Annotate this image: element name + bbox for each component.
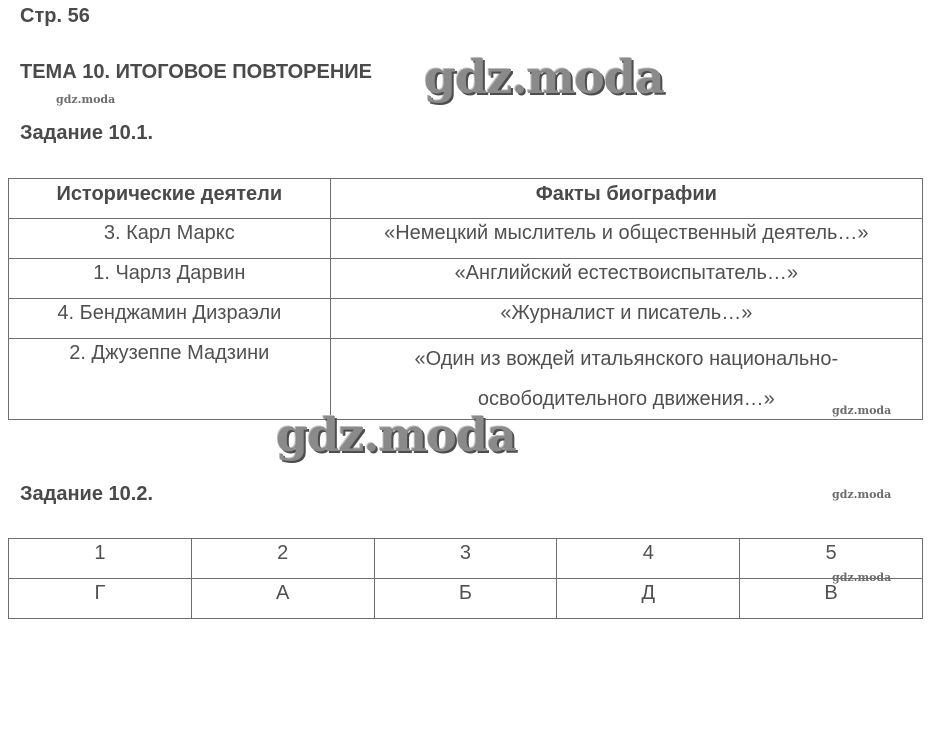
figure-cell: 2. Джузеппе Мадзини	[9, 339, 331, 420]
letter-cell: Г	[9, 579, 192, 619]
watermark-small: gdz.moda	[832, 488, 892, 501]
table-row	[9, 219, 923, 259]
page-number: Стр. 56	[20, 5, 90, 27]
number-cell: 1	[9, 539, 192, 579]
watermark-small: gdz.moda	[56, 93, 116, 106]
letter-cell: А	[191, 579, 374, 619]
letter-cell: Д	[557, 579, 740, 619]
column-header-figures: Исторические деятели	[9, 179, 331, 219]
task-10-2-heading: Задание 10.2.	[20, 483, 154, 505]
number-cell: 3	[374, 539, 557, 579]
numbers-row	[9, 539, 923, 579]
letter-cell: В	[740, 579, 923, 619]
figure-cell: 1. Чарлз Дарвин	[9, 259, 331, 299]
figure-cell: 4. Бенджамин Дизраэли	[9, 299, 331, 339]
letter-cell: Б	[374, 579, 557, 619]
matching-answer-table	[8, 538, 923, 619]
fact-cell: «Журналист и писатель…»	[330, 299, 922, 339]
watermark-logo: gdz.moda	[424, 50, 664, 104]
fact-cell: «Один из вождей итальянского национально-освободительного движения…»	[330, 339, 922, 420]
figure-cell: 3. Карл Маркс	[9, 219, 331, 259]
column-header-facts: Факты биографии	[330, 179, 922, 219]
table-row	[9, 299, 923, 339]
fact-cell: «Немецкий мыслитель и общественный деятель…»	[330, 219, 922, 259]
number-cell: 2	[191, 539, 374, 579]
letters-row	[9, 579, 923, 619]
number-cell: 5	[740, 539, 923, 579]
topic-title: ТЕМА 10. ИТОГОВОЕ ПОВТОРЕНИЕ	[20, 61, 372, 83]
table-header-row	[9, 179, 923, 219]
table-row	[9, 259, 923, 299]
watermark-small: gdz.moda	[832, 404, 892, 417]
historical-figures-table	[8, 178, 923, 420]
number-cell: 4	[557, 539, 740, 579]
watermark-logo: gdz.moda	[276, 408, 516, 462]
watermark-small: gdz.moda	[832, 571, 892, 584]
task-10-1-heading: Задание 10.1.	[20, 122, 154, 144]
fact-cell: «Английский естествоиспытатель…»	[330, 259, 922, 299]
